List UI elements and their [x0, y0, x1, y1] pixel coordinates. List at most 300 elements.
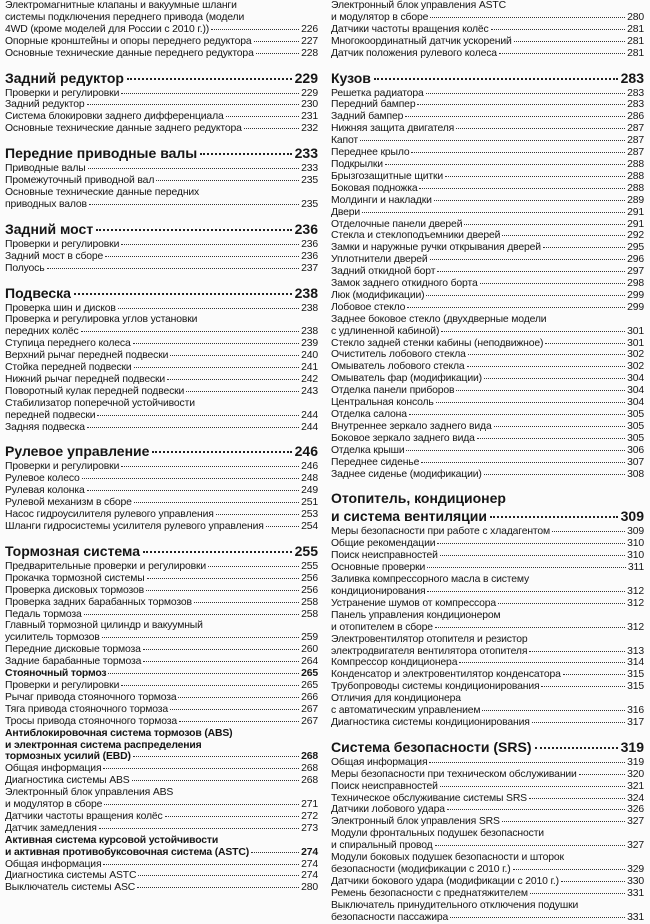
section-heading-title: Тормозная система: [5, 542, 140, 559]
subsection-heading[interactable]: [5, 751, 318, 763]
page-number: 255: [294, 542, 318, 559]
page-number: 258: [301, 596, 318, 608]
toc-entry[interactable]: [5, 680, 318, 692]
toc-entry[interactable]: [331, 445, 644, 457]
dot-leader: [482, 710, 625, 711]
dot-leader: [81, 331, 300, 332]
toc-entry-title: Многокоординатный датчик ускорений: [331, 35, 512, 47]
section-heading[interactable]: [5, 70, 318, 87]
toc-entry[interactable]: [5, 811, 318, 823]
toc-entry-title: Шланги гидросистемы усилителя рулевого управления: [5, 521, 264, 532]
toc-entry[interactable]: [331, 852, 644, 864]
toc-entry-title: Панель управления кондиционером: [331, 609, 501, 621]
toc-entry[interactable]: [331, 123, 644, 135]
toc-entry-title: Стекло задней стенки кабины (неподвижное): [331, 337, 544, 349]
dot-leader: [430, 17, 625, 18]
toc-entry[interactable]: [331, 634, 644, 646]
toc-entry-title: передней подвески: [5, 409, 96, 421]
toc-entry-title: Датчики лобового удара: [331, 804, 445, 816]
page-number: 268: [301, 775, 318, 787]
toc-entry-title: Боковая подножка: [331, 182, 418, 194]
dot-leader: [88, 168, 300, 169]
toc-entry-title: Основные технические данные передних: [5, 186, 200, 198]
toc-entry-title: Электронный блок управления ABS: [5, 787, 174, 799]
toc-entry[interactable]: [331, 195, 644, 207]
toc-entry[interactable]: [331, 669, 644, 681]
toc-entry[interactable]: [331, 242, 644, 254]
toc-entry[interactable]: [5, 561, 318, 573]
toc-entry[interactable]: [5, 12, 318, 24]
toc-entry[interactable]: [331, 526, 644, 538]
dot-leader: [127, 78, 292, 80]
toc-entry-title: Полуось: [5, 262, 45, 274]
toc-entry[interactable]: [5, 882, 318, 894]
toc-entry[interactable]: [331, 171, 644, 183]
page-number: 301: [627, 325, 644, 337]
page-number: 302: [627, 349, 644, 361]
toc-entry[interactable]: [331, 900, 644, 912]
page-number: 236: [294, 220, 318, 237]
toc-entry[interactable]: [5, 473, 318, 485]
page-number: 288: [627, 182, 644, 194]
toc-entry-title: Задний откидной борт: [331, 266, 436, 278]
page-number: 287: [627, 123, 644, 135]
toc-entry[interactable]: [5, 656, 318, 668]
dot-leader: [529, 798, 625, 799]
toc-entry[interactable]: [5, 597, 318, 609]
page-number: 240: [301, 350, 318, 362]
page-number: 299: [627, 289, 644, 301]
dot-leader: [484, 378, 625, 379]
toc-entry[interactable]: [5, 716, 318, 728]
toc-entry-title: Стойка передней подвески: [5, 362, 132, 374]
toc-entry[interactable]: [331, 326, 644, 338]
section-heading[interactable]: [331, 739, 644, 756]
page-number: 288: [627, 170, 644, 182]
dot-leader: [178, 697, 299, 698]
toc-entry[interactable]: [331, 781, 644, 793]
dot-leader: [543, 247, 625, 248]
page-number: 305: [627, 432, 644, 444]
toc-entry[interactable]: [331, 610, 644, 622]
toc-entry[interactable]: [5, 338, 318, 350]
toc-entry[interactable]: [331, 457, 644, 469]
toc-entry[interactable]: [331, 254, 644, 266]
dot-leader: [426, 93, 625, 94]
toc-entry-title: Омыватель лобового стекла: [331, 361, 465, 373]
toc-entry[interactable]: [331, 421, 644, 433]
page-number: 280: [627, 11, 644, 23]
toc-entry-title: Тяга привода стояночного тормоза: [5, 703, 168, 715]
dot-leader: [104, 804, 299, 805]
toc-entry[interactable]: [331, 338, 644, 350]
page-number: 288: [627, 158, 644, 170]
toc-entry[interactable]: [5, 704, 318, 716]
dot-leader: [108, 673, 299, 674]
toc-entry[interactable]: [5, 303, 318, 315]
toc-entry[interactable]: [331, 48, 644, 60]
page-number: 315: [627, 681, 644, 693]
toc-entry-title: Очиститель лобового стекла: [331, 349, 466, 361]
page-number: 281: [627, 47, 644, 59]
dot-leader: [411, 152, 625, 153]
toc-entry[interactable]: [5, 692, 318, 704]
subsection-heading-title: Активная система курсовой устойчивости: [5, 834, 219, 846]
page-number: 296: [627, 254, 644, 266]
toc-entry-title: Меры безопасности при техническом обслуживании: [331, 768, 577, 780]
toc-entry[interactable]: [331, 693, 644, 705]
toc-entry-title: Верхний рычаг передней подвески: [5, 350, 169, 362]
toc-entry[interactable]: [5, 199, 318, 211]
dot-leader: [437, 543, 625, 544]
page-number: 236: [301, 238, 318, 250]
toc-entry-title: Замки и наружные ручки открывания дверей: [331, 242, 541, 254]
toc-entry[interactable]: [331, 385, 644, 397]
toc-entry[interactable]: [331, 278, 644, 290]
dot-leader: [563, 674, 625, 675]
toc-entry[interactable]: [5, 620, 318, 632]
toc-entry[interactable]: [5, 350, 318, 362]
toc-entry[interactable]: [331, 159, 644, 171]
toc-entry[interactable]: [331, 36, 644, 48]
page-number: 268: [301, 763, 318, 775]
page-number: 331: [627, 911, 644, 923]
dot-leader: [165, 816, 300, 817]
page-number: 331: [627, 887, 644, 899]
toc-entry-title: Боковое зеркало заднего вида: [331, 432, 475, 444]
dot-leader: [105, 256, 299, 257]
page-number: 319: [620, 738, 644, 755]
dot-leader: [121, 93, 299, 94]
dot-leader: [490, 516, 618, 518]
subsection-heading-title: тормозных усилий (EBD): [5, 751, 131, 763]
toc-entry[interactable]: [331, 183, 644, 195]
toc-entry-title: 4WD (кроме моделей для России с 2010 г.)): [5, 23, 210, 35]
toc-entry[interactable]: [331, 135, 644, 147]
toc-entry-title: Датчики частоты вращения колёс: [5, 810, 163, 822]
dot-leader: [84, 614, 299, 615]
dot-leader: [447, 809, 625, 810]
toc-entry-title: Выключатель системы ASC: [5, 882, 136, 894]
toc-entry[interactable]: [5, 787, 318, 799]
toc-entry-title: Передний бампер: [331, 99, 416, 111]
page-number: 317: [627, 716, 644, 728]
toc-entry-title: Датчик замедления: [5, 822, 97, 834]
dot-leader: [97, 415, 299, 416]
toc-entry[interactable]: [5, 24, 318, 36]
toc-entry[interactable]: [331, 804, 644, 816]
page-number: 301: [627, 337, 644, 349]
toc-entry-title: Общая информация: [5, 858, 102, 870]
toc-entry[interactable]: [331, 219, 644, 231]
toc-entry-title: Капот: [331, 135, 359, 147]
dot-leader: [535, 747, 618, 749]
page-number: 324: [627, 792, 644, 804]
toc-entry[interactable]: [5, 609, 318, 621]
toc-entry-title: Предварительные проверки и регулировки: [5, 560, 207, 572]
dot-leader: [121, 685, 299, 686]
toc-entry[interactable]: [331, 598, 644, 610]
section-heading[interactable]: [5, 145, 318, 162]
toc-column-right: [331, 0, 644, 924]
toc-entry[interactable]: [5, 163, 318, 175]
toc-entry[interactable]: [5, 374, 318, 386]
page-number: 319: [627, 756, 644, 768]
section-heading-title: Отопитель, кондиционер: [331, 490, 506, 507]
toc-entry[interactable]: [331, 0, 644, 12]
toc-entry-title: Система блокировки заднего дифференциала: [5, 111, 224, 123]
page-number: 287: [627, 147, 644, 159]
toc-entry[interactable]: [331, 88, 644, 100]
page-number: 259: [301, 632, 318, 644]
toc-entry[interactable]: [331, 816, 644, 828]
toc-entry[interactable]: [5, 509, 318, 521]
toc-entry[interactable]: [331, 646, 644, 658]
dot-leader: [579, 774, 625, 775]
dot-leader: [427, 591, 625, 592]
dot-leader: [266, 526, 299, 527]
toc-entry[interactable]: [5, 326, 318, 338]
page-number: 231: [301, 111, 318, 123]
toc-entry[interactable]: [5, 36, 318, 48]
toc-entry[interactable]: [331, 622, 644, 634]
toc-entry[interactable]: [331, 12, 644, 24]
dot-leader: [467, 366, 626, 367]
toc-entry[interactable]: [5, 0, 318, 12]
toc-entry[interactable]: [331, 266, 644, 278]
subsection-heading[interactable]: [5, 668, 318, 680]
toc-entry[interactable]: [331, 586, 644, 598]
page-number: 313: [627, 645, 644, 657]
toc-entry[interactable]: [5, 88, 318, 100]
toc-entry[interactable]: [5, 763, 318, 775]
toc-entry[interactable]: [331, 24, 644, 36]
dot-leader: [561, 881, 625, 882]
toc-entry-title: Электронный блок управления SRS: [331, 816, 500, 828]
section-heading[interactable]: [331, 70, 644, 87]
page-number: 295: [627, 242, 644, 254]
toc-entry[interactable]: [5, 251, 318, 263]
toc-entry[interactable]: [331, 828, 644, 840]
toc-entry[interactable]: [331, 207, 644, 219]
dot-leader: [530, 893, 625, 894]
toc-entry-title: с удлиненной кабиной): [331, 325, 440, 337]
toc-entry[interactable]: [5, 111, 318, 123]
subsection-heading[interactable]: [5, 728, 318, 740]
dot-leader: [200, 153, 291, 155]
toc-entry[interactable]: [5, 422, 318, 434]
dot-leader: [211, 29, 299, 30]
toc-entry[interactable]: [331, 290, 644, 302]
page-number: 305: [627, 409, 644, 420]
dot-leader: [156, 180, 299, 181]
toc-entry-title: Основные технические данные переднего редуктора: [5, 47, 254, 59]
page-number: 326: [627, 804, 644, 816]
toc-entry[interactable]: [5, 263, 318, 275]
dot-leader: [468, 354, 625, 355]
toc-entry-title: Решетка радиатора: [331, 87, 424, 99]
toc-entry[interactable]: [331, 840, 644, 852]
page-number: 229: [294, 69, 318, 86]
page-number: 251: [301, 497, 318, 509]
subsection-heading[interactable]: [5, 740, 318, 752]
toc-entry[interactable]: [331, 538, 644, 550]
page-number: 304: [627, 373, 644, 385]
toc-entry[interactable]: [331, 469, 644, 481]
toc-entry[interactable]: [5, 398, 318, 410]
toc-entry[interactable]: [5, 123, 318, 135]
dot-leader: [502, 235, 625, 236]
toc-entry[interactable]: [331, 550, 644, 562]
page-number: 267: [301, 703, 318, 715]
page-number: 287: [627, 135, 644, 147]
dot-leader: [254, 41, 300, 42]
toc-entry[interactable]: [5, 573, 318, 585]
page-number: 236: [301, 250, 318, 262]
section-heading[interactable]: [331, 508, 644, 525]
toc-entry[interactable]: [331, 361, 644, 373]
section-heading[interactable]: [5, 285, 318, 302]
toc-entry[interactable]: [331, 302, 644, 314]
dot-leader: [133, 343, 300, 344]
toc-entry[interactable]: [5, 99, 318, 111]
dot-leader: [133, 756, 299, 757]
toc-entry[interactable]: [331, 409, 644, 421]
section-heading[interactable]: [5, 443, 318, 460]
toc-entry-title: Общая информация: [331, 756, 428, 768]
toc-entry[interactable]: [331, 793, 644, 805]
dot-leader: [167, 379, 299, 380]
toc-entry[interactable]: [331, 657, 644, 669]
toc-entry[interactable]: [5, 823, 318, 835]
toc-entry[interactable]: [5, 859, 318, 871]
toc-entry[interactable]: [5, 175, 318, 187]
toc-entry[interactable]: [331, 562, 644, 574]
page-number: 243: [301, 385, 318, 397]
toc-entry[interactable]: [331, 147, 644, 159]
toc-entry[interactable]: [5, 775, 318, 787]
toc-entry[interactable]: [331, 314, 644, 326]
toc-entry[interactable]: [331, 99, 644, 111]
toc-entry-title: Модули боковых подушек безопасности и шторок: [331, 852, 564, 864]
toc-entry-title: Опорные кронштейны и опоры переднего редуктора: [5, 35, 252, 47]
toc-entry[interactable]: [331, 705, 644, 717]
toc-entry-title: Поиск неисправностей: [331, 550, 438, 562]
toc-entry[interactable]: [5, 386, 318, 398]
page-number: 249: [301, 485, 318, 497]
toc-entry[interactable]: [5, 362, 318, 374]
toc-entry[interactable]: [5, 187, 318, 199]
page-number: 268: [301, 751, 318, 763]
page-number: 312: [627, 621, 644, 633]
toc-entry[interactable]: [5, 497, 318, 509]
dot-leader: [435, 845, 626, 846]
page-number: 267: [301, 715, 318, 727]
dot-leader: [143, 661, 299, 662]
page-number: 312: [627, 585, 644, 597]
subsection-heading[interactable]: [5, 835, 318, 847]
toc-entry-title: Проверка задних барабанных тормозов: [5, 596, 192, 608]
section-heading[interactable]: [331, 490, 644, 507]
toc-entry[interactable]: [5, 799, 318, 811]
toc-entry[interactable]: [331, 433, 644, 445]
toc-entry[interactable]: [331, 111, 644, 123]
page-number: 299: [627, 301, 644, 313]
toc-entry-title: Отделка крыши: [331, 444, 405, 456]
page-number: 260: [301, 644, 318, 656]
toc-entry[interactable]: [331, 397, 644, 409]
toc-entry[interactable]: [331, 574, 644, 586]
dot-leader: [87, 427, 299, 428]
toc-entry-title: Ремень безопасности с преднатяжителем: [331, 887, 528, 899]
toc-column-left: [5, 0, 318, 894]
dot-leader: [477, 438, 625, 439]
toc-entry-title: Центральная консоль: [331, 397, 434, 409]
toc-entry[interactable]: [331, 864, 644, 876]
toc-entry[interactable]: [5, 239, 318, 251]
dot-leader: [437, 271, 625, 272]
dot-leader: [118, 308, 299, 309]
dot-leader: [87, 490, 299, 491]
toc-entry-title: Люк (модификации): [331, 289, 425, 301]
dot-leader: [147, 578, 300, 579]
toc-entry-title: Задний редуктор: [5, 99, 85, 111]
toc-entry[interactable]: [5, 870, 318, 882]
toc-entry[interactable]: [5, 410, 318, 422]
toc-entry[interactable]: [331, 757, 644, 769]
toc-entry[interactable]: [5, 521, 318, 533]
section-heading-title: Рулевое управление: [5, 443, 150, 460]
toc-entry[interactable]: [5, 632, 318, 644]
toc-entry[interactable]: [5, 461, 318, 473]
toc-entry-title: и модулятор в сборе: [331, 11, 429, 23]
toc-entry-title: Проверка шин и дисков: [5, 302, 116, 314]
page-number: 244: [301, 421, 318, 433]
subsection-heading[interactable]: [5, 847, 318, 859]
toc-entry[interactable]: [331, 912, 644, 924]
toc-entry[interactable]: [331, 230, 644, 242]
toc-entry-title: Поворотный кулак передней подвески: [5, 385, 185, 397]
toc-entry[interactable]: [5, 585, 318, 597]
toc-entry[interactable]: [5, 644, 318, 656]
toc-entry[interactable]: [331, 717, 644, 729]
toc-entry-title: Проверки и регулировки: [5, 87, 120, 99]
page-number: 232: [301, 123, 318, 135]
dot-leader: [435, 627, 625, 628]
toc-entry-title: Задние барабанные тормоза: [5, 656, 142, 668]
toc-entry[interactable]: [5, 48, 318, 60]
dot-leader: [143, 551, 292, 553]
dot-leader: [134, 367, 300, 368]
section-heading[interactable]: [5, 543, 318, 560]
toc-entry[interactable]: [5, 314, 318, 326]
section-heading[interactable]: [5, 221, 318, 238]
page-number: 320: [627, 768, 644, 780]
section-heading-title: Передние приводные валы: [5, 145, 198, 162]
page-number: 307: [627, 456, 644, 468]
page-number: 281: [627, 35, 644, 47]
toc-entry[interactable]: [5, 485, 318, 497]
toc-entry[interactable]: [331, 876, 644, 888]
toc-entry-title: безопасности (модификации с 2010 г.): [331, 864, 511, 875]
toc-entry[interactable]: [331, 373, 644, 385]
toc-entry[interactable]: [331, 681, 644, 693]
toc-entry-title: Переднее сиденье: [331, 456, 420, 468]
toc-entry[interactable]: [331, 888, 644, 900]
dot-leader: [134, 502, 299, 503]
toc-entry[interactable]: [331, 349, 644, 361]
toc-entry[interactable]: [331, 769, 644, 781]
